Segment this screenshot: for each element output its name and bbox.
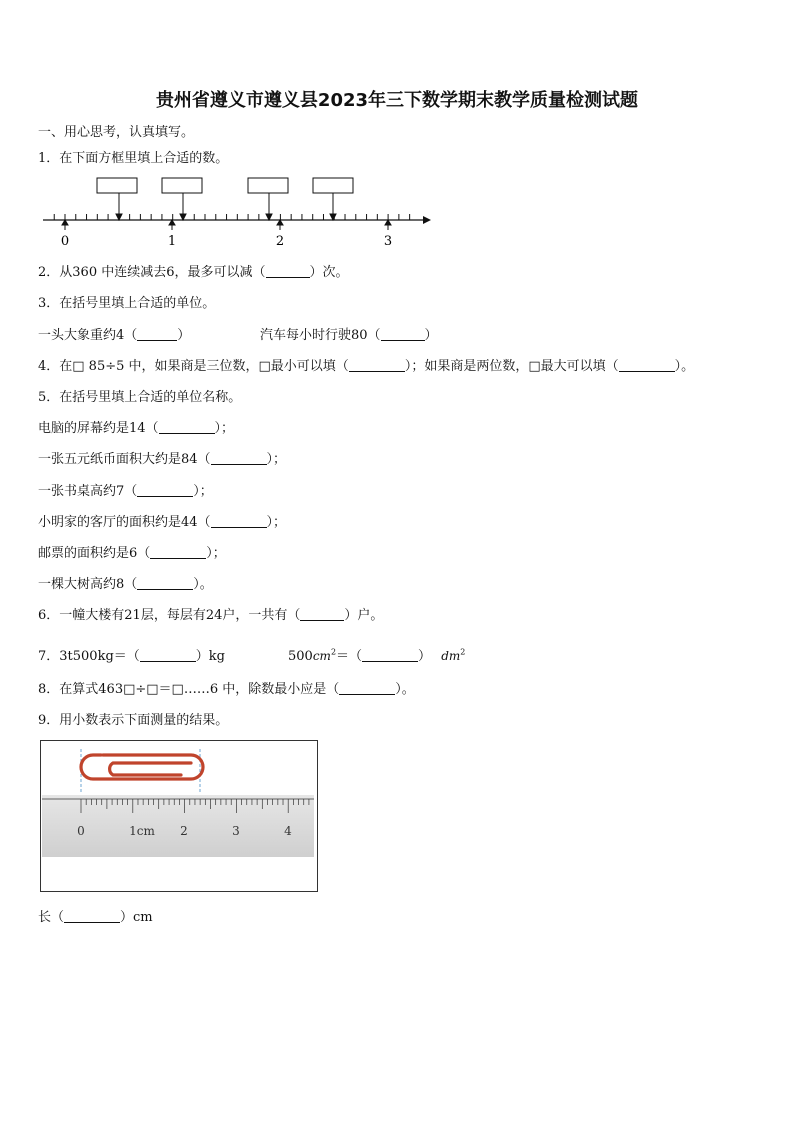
page-title: 贵州省遵义市遵义县2023年三下数学期末教学质量检测试题	[155, 90, 639, 111]
question-6: 6．一幢大楼有21层，每层有24户，一共有（ ）户。	[38, 608, 384, 623]
ruler-label-4: 4	[284, 824, 292, 838]
axis-arrow-icon	[423, 216, 431, 224]
tick-label-0: 0	[60, 234, 70, 249]
tick-label-3: 3	[383, 234, 393, 249]
answer-box-3[interactable]	[248, 178, 288, 193]
answer-blank[interactable]	[619, 359, 675, 372]
question-7a: 7．3t500kg＝（ ）kg	[38, 649, 225, 664]
answer-blank[interactable]	[349, 359, 405, 372]
ruler-svg	[41, 741, 317, 891]
ruler-label-0: 0	[77, 824, 85, 838]
question-9-answer: 长（ ）cm	[38, 910, 153, 925]
question-2: 2．从360 中连续减去6，最多可以减（ ）次。	[38, 265, 349, 280]
paper-clip-icon	[81, 755, 203, 779]
ruler-label-3: 3	[232, 824, 240, 838]
answer-blank[interactable]	[137, 328, 177, 341]
question-9-text: 9．用小数表示下面测量的结果。	[38, 713, 229, 728]
answer-blank[interactable]	[266, 265, 310, 278]
answer-blank[interactable]	[300, 608, 344, 621]
question-5-item: 电脑的屏幕约是14（ ）；	[38, 421, 235, 436]
answer-box-1[interactable]	[97, 178, 137, 193]
answer-blank[interactable]	[339, 682, 395, 695]
pointer-arrows	[116, 193, 336, 220]
question-3-text: 3．在括号里填上合适的单位。	[38, 296, 216, 311]
tick-label-2: 2	[275, 234, 285, 249]
axis-ticks	[54, 214, 409, 220]
ruler-label-1: 1cm	[129, 824, 155, 838]
answer-blank[interactable]	[159, 421, 215, 434]
answer-blank[interactable]	[362, 649, 418, 662]
question-4: 4．在□ 85÷5 中，如果商是三位数，□最小可以填（ ）；如果商是两位数，□最大可以填（ ）。	[38, 359, 695, 374]
answer-blank[interactable]	[211, 515, 267, 528]
question-5-item: 小明家的客厅的面积约是44（ ）；	[38, 515, 287, 530]
answer-blank[interactable]	[137, 484, 193, 497]
question-5-item: 邮票的面积约是6（ ）；	[38, 546, 226, 561]
tick-label-1: 1	[167, 234, 177, 249]
question-7b: $500cm^2=$（ ） $dm^2$	[288, 647, 466, 664]
answer-blank[interactable]	[140, 649, 196, 662]
ruler-label-2: 2	[180, 824, 188, 838]
section-heading: 一、用心思考，认真填写。	[38, 125, 195, 140]
question-8: 8．在算式463□÷□＝□……6 中，除数最小应是（ ）。	[38, 682, 415, 697]
question-1-text: 1．在下面方框里填上合适的数。	[38, 151, 229, 166]
integer-markers	[62, 220, 391, 230]
question-5-item: 一张书桌高约7（ ）；	[38, 484, 213, 499]
answer-blank[interactable]	[64, 910, 120, 923]
question-5-text: 5．在括号里填上合适的单位名称。	[38, 390, 242, 405]
answer-blank[interactable]	[150, 546, 206, 559]
answer-blank[interactable]	[381, 328, 425, 341]
question-3b: 汽车每小时行驶80（ ）	[260, 328, 438, 343]
question-3a: 一头大象重约4（ ）	[38, 328, 191, 343]
question-5-item: 一棵大树高约8（ ）。	[38, 577, 213, 592]
answer-blank[interactable]	[211, 452, 267, 465]
answer-box-4[interactable]	[313, 178, 353, 193]
question-5-item: 一张五元纸币面积大约是84（ ）；	[38, 452, 287, 467]
number-line-figure	[38, 170, 438, 250]
answer-box-2[interactable]	[162, 178, 202, 193]
ruler-photo	[40, 740, 318, 892]
answer-blank[interactable]	[137, 577, 193, 590]
